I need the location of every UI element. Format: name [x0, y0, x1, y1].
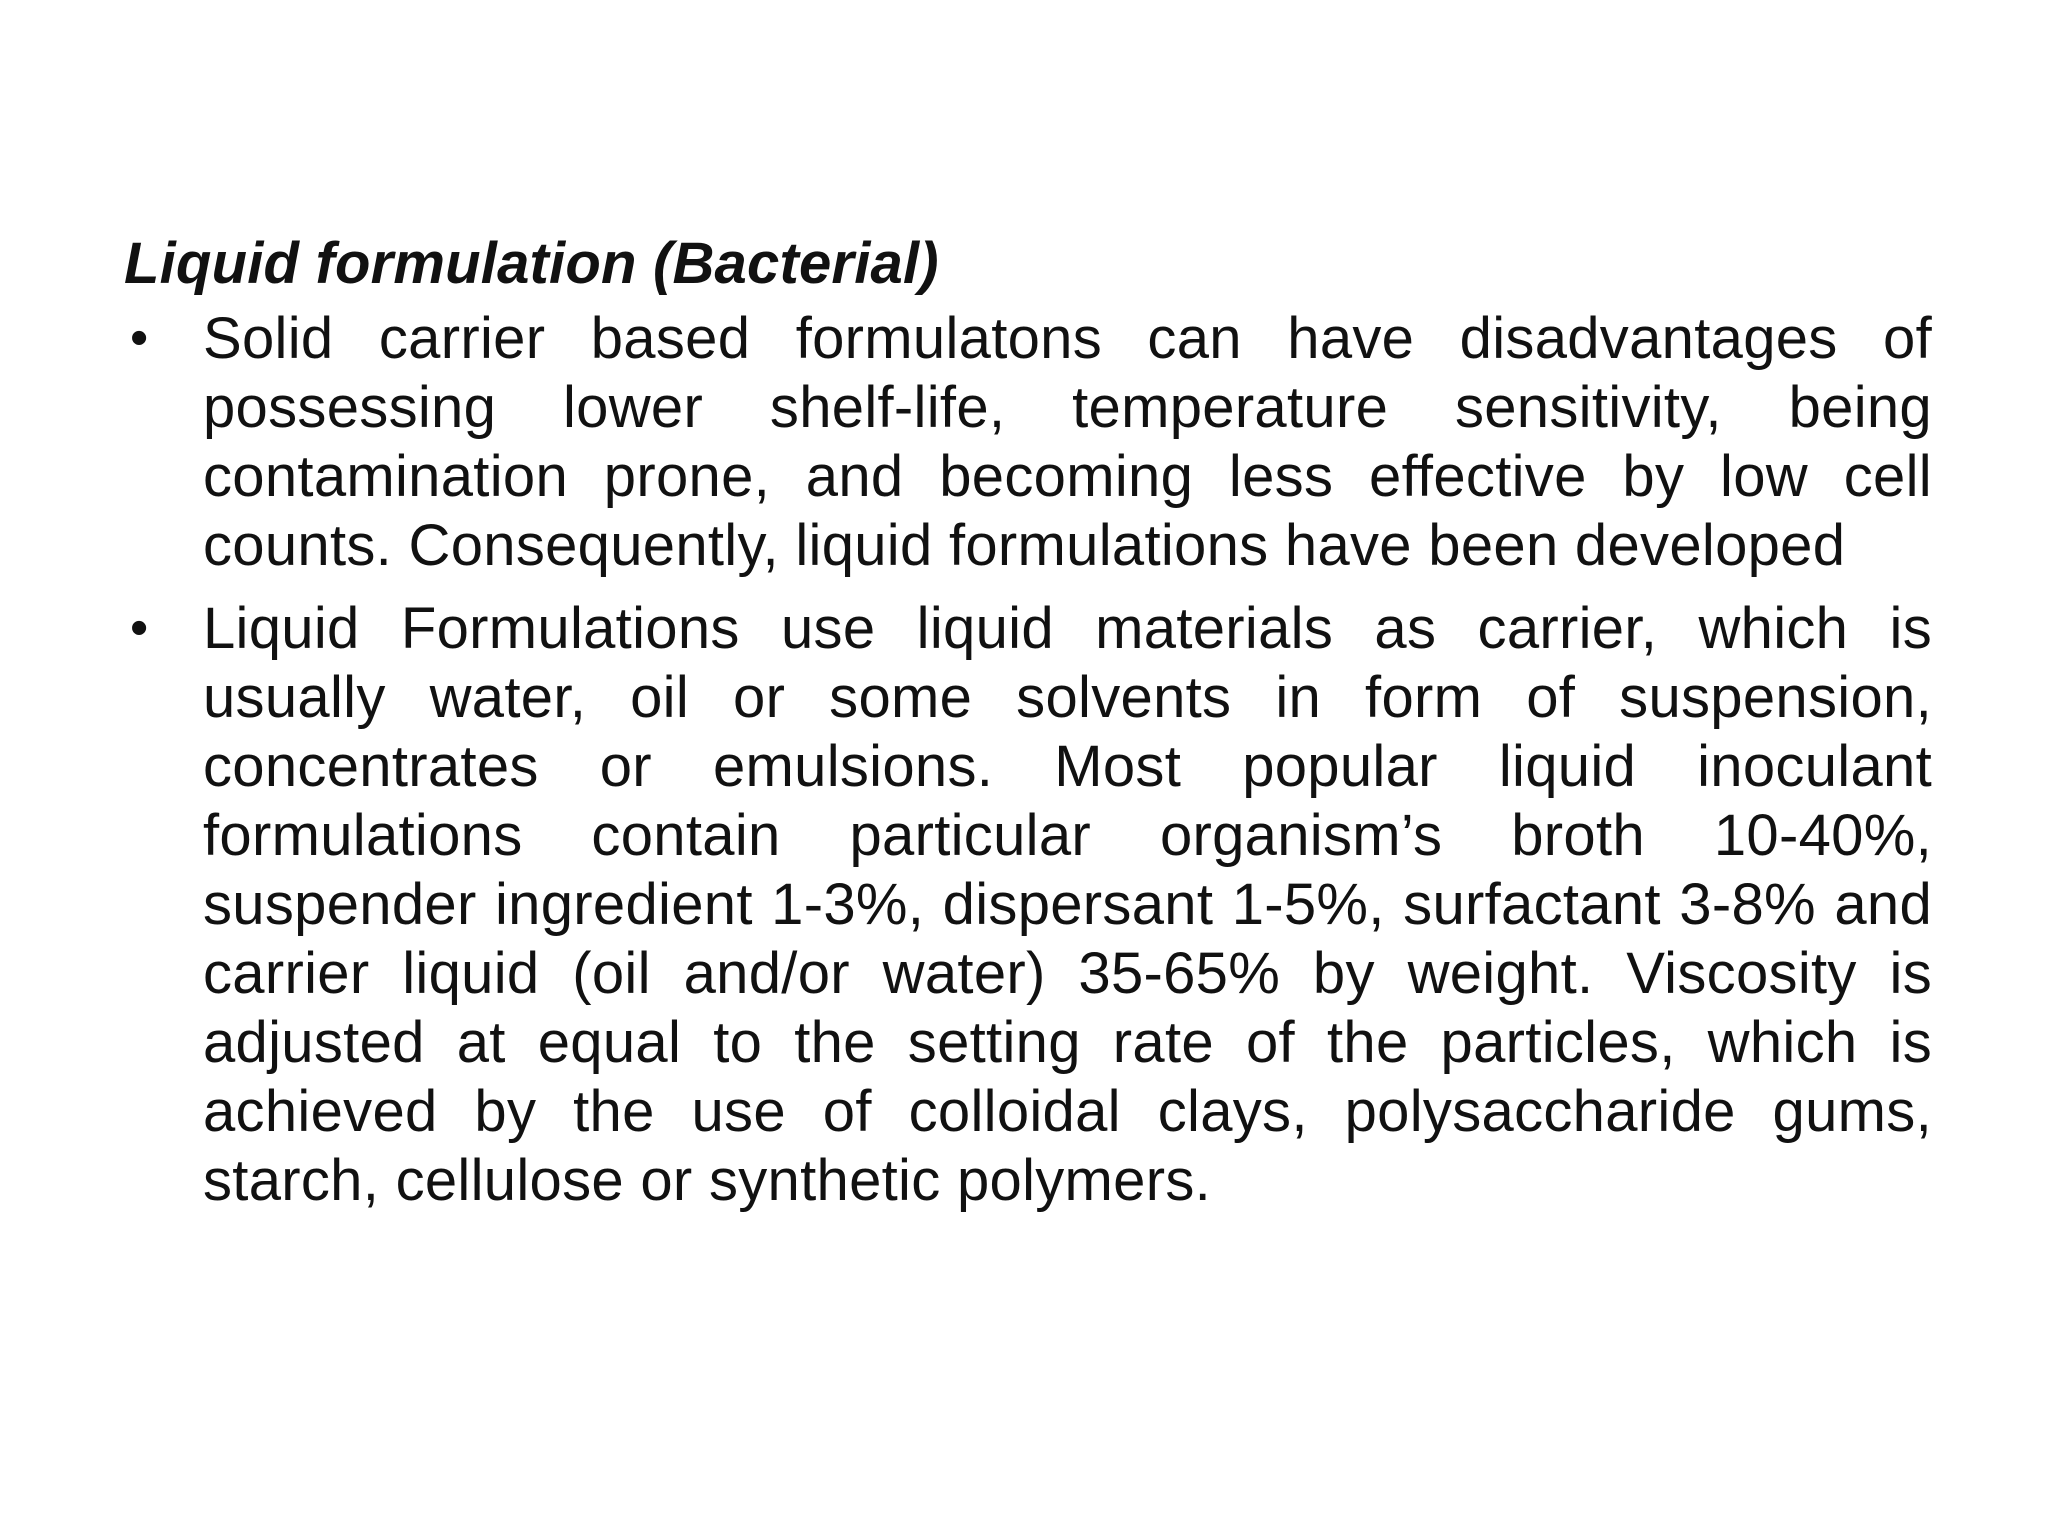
bullet-icon: • — [130, 599, 149, 657]
bullet-item-2 — [124, 594, 1932, 1215]
bullet-item-1 — [124, 304, 1932, 580]
slide-heading: Liquid formulation (Bacterial) — [124, 231, 939, 296]
bullet-icon: • — [130, 309, 149, 367]
bullet-text-1: Solid carrier based formulatons can have disadvantages of possessing lower shelf-life, temperature sensitivity, being contamination prone, and becoming less effective by low cell counts. Consequently, liquid formulations have been developed — [203, 306, 1932, 578]
slide-content — [124, 230, 1932, 1229]
bullet-text-2: Liquid Formulations use liquid materials as carrier, which is usually water, oil or some solvents in form of suspension, concentrates or emulsions. Most popular liquid inoculant formulations contain particular organism’s broth 10-40%, suspender ingredient 1-3%, dispersant 1-5%, surfactant 3-8% and carrier liquid (oil and/or water) 35-65% by weight. Viscosity is adjusted at equal to the setting rate of the particles, which is achieved by the use of colloidal clays, polysaccharide gums, starch, cellulose or synthetic polymers. — [203, 596, 1932, 1213]
bullet-list — [124, 304, 1932, 1215]
